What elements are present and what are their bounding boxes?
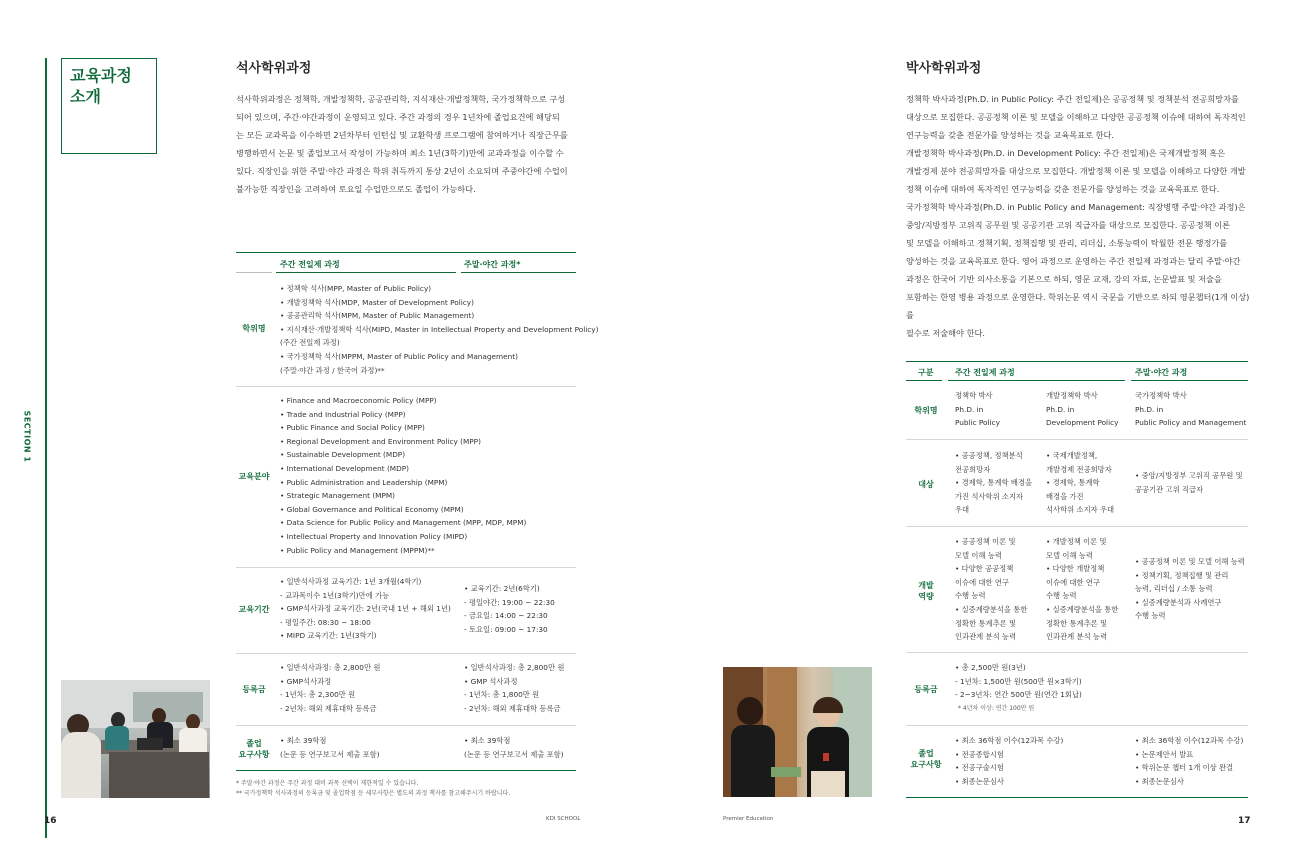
grad-item: • 전공종합시험: [955, 749, 1004, 759]
grad-day: [280, 734, 380, 761]
row-label-tuition: 등록금: [242, 685, 266, 694]
field-item: • International Development (MDP): [280, 463, 409, 473]
intro-line: 필수로 저술해야 한다.: [906, 328, 985, 338]
target-item: 가진 석사학위 소지자: [955, 491, 1024, 501]
degree-item: • 개발정책학 석사(MDP, Master of Development Policy): [280, 297, 474, 307]
tuition-list: [955, 661, 1082, 702]
doctoral-heading: 박사학위과정: [906, 61, 982, 76]
row-divider: [906, 439, 1248, 440]
row-label-field: 교육분야: [238, 472, 270, 481]
period-item: • 일반석사과정 교육기간: 1년 3개월(4학기): [280, 577, 422, 586]
target-item: 개발경제 전공희망자: [1046, 464, 1112, 474]
degree-line: 정책학 박사: [955, 391, 993, 400]
section-accent-line: [45, 58, 47, 838]
degree-line: Ph.D. in: [1135, 404, 1164, 414]
col-header-day: 주간 전일제 과정: [955, 368, 1015, 377]
row-label-degree: 학위명: [914, 406, 938, 415]
field-item: • Sustainable Development (MDP): [280, 450, 406, 460]
row-divider: [236, 567, 576, 568]
row-label-grad: [236, 738, 272, 760]
competency-item: 모델 이해 능력: [1046, 550, 1093, 560]
target-item: • 경제학, 통계학: [1046, 478, 1100, 488]
row-divider: [236, 653, 576, 654]
competency-item: 수행 능력: [955, 591, 986, 601]
row-label-competency: [906, 580, 946, 602]
field-item: • Data Science for Public Policy and Management (MPP, MDP, MPM): [280, 518, 527, 528]
tuition-item: • 일반석사과정: 총 2,800만 원: [280, 663, 381, 672]
degree-policy-management: [1135, 389, 1246, 430]
target-item: • 경제학, 통계학 배경을: [955, 478, 1033, 488]
section-label: [21, 408, 43, 470]
grad-item: • 최소 39학점: [464, 736, 511, 745]
period-item: - 평일야간: 19:00 ~ 22:30: [464, 597, 555, 607]
header-rule-3: [1131, 380, 1248, 381]
col-header-night: 주말·야간 과정: [1135, 368, 1188, 377]
competency-item: • 공공정책 이론 및 모델 이해 능력: [1135, 557, 1245, 566]
degree-item: (주간 전일제 과정): [280, 338, 340, 348]
degree-line: Ph.D. in: [955, 404, 984, 414]
tuition-item: - 2년차: 해외 제휴대학 등록금: [464, 703, 561, 713]
target-development-policy: [1046, 449, 1114, 517]
field-item: • Trade and Industrial Policy (MPP): [280, 409, 406, 419]
intro-line: 불가능한 직장인을 고려하여 토요일 수업만으로도 졸업이 가능하다.: [236, 184, 476, 194]
grad-item: • 학위논문 챕터 1개 이상 완결: [1135, 763, 1234, 773]
footnotes: [236, 779, 510, 799]
degree-list: [280, 282, 598, 377]
period-item: • MIPD 교육기간: 1년(3학기): [280, 631, 377, 641]
target-item: • 국제개발정책,: [1046, 451, 1098, 460]
intro-line: 정책 이슈에 대하여 독자적인 연구능력을 갖춘 전문가를 양성하는 것을 교육목표로 한다.: [906, 184, 1220, 194]
target-policy-management: [1135, 469, 1243, 496]
degree-item: (주말·야간 과정 / 한국어 과정)**: [280, 365, 385, 375]
page-number-left: 16: [44, 816, 57, 826]
field-item: • Public Policy and Management (MPPM)**: [280, 545, 435, 555]
competency-public-policy: [955, 535, 1027, 644]
competency-item: • 개발정책 이론 및: [1046, 537, 1107, 546]
intro-line: 양성하는 것을 교육목표로 한다. 영어 과정으로 운영하는 주간 전일제 과정과는 달리 주말·야간: [906, 256, 1241, 266]
row-divider: [236, 386, 576, 387]
competency-item: • 실증계량분석을 통한: [1046, 604, 1119, 614]
tuition-item: • 일반석사과정: 총 2,800만 원: [464, 663, 565, 672]
period-item: - 금요일: 14:00 ~ 22:30: [464, 611, 548, 621]
degree-line: Public Policy and Management: [1135, 418, 1247, 428]
field-item: • Intellectual Property and Innovation Policy (MIPD): [280, 531, 468, 541]
row-divider: [906, 526, 1248, 527]
degree-line: 국가정책학 박사: [1135, 391, 1187, 400]
col-header-category: 구분: [918, 368, 934, 377]
grad-label-1: 졸업: [246, 739, 262, 748]
comp-label-2: 역량: [918, 592, 934, 601]
target-item: 배경을 가진: [1046, 491, 1084, 501]
competency-item: 정확한 통계추론 및: [955, 618, 1017, 628]
chapter-title-box: [61, 58, 157, 154]
competency-item: • 공공정책 이론 및: [955, 537, 1016, 546]
grad-item: (논문 등 연구보고서 제출 포함): [280, 749, 380, 759]
period-item: - 토요일: 09:00 ~ 17:30: [464, 624, 548, 634]
intro-line: 개발경제 분야 전공희망자를 대상으로 모집한다. 개발정책 이론 및 모델을 이해하고 다양한 개발: [906, 166, 1246, 176]
header-rule-1: [236, 272, 272, 273]
competency-item: 인과관계 분석 능력: [955, 632, 1017, 642]
row-label-degree: 학위명: [242, 324, 266, 333]
row-divider: [906, 652, 1248, 653]
row-label-tuition: 등록금: [914, 685, 938, 694]
degree-item: • 지식재산·개발정책학 석사(MIPD, Master in Intellectual Property and Development Policy): [280, 324, 599, 334]
row-label-grad: [906, 748, 946, 770]
field-item: • Public Finance and Social Policy (MPP): [280, 423, 425, 433]
field-item: • Finance and Macroeconomic Policy (MPP): [280, 396, 437, 405]
intro-line: 과정은 한국어 기반 의사소통을 기본으로 하되, 영문 교재, 강의 자료, 논문발표 및 저술을: [906, 274, 1222, 284]
intro-line: 연구능력을 갖춘 전문가를 양성하는 것을 교육목표로 한다.: [906, 130, 1115, 140]
intro-line: 대상으로 모집한다. 공공정책 이론 및 모델을 이해하고 다양한 공공정책 이슈에 대하여 독자적인: [906, 112, 1246, 122]
target-item: 공공기관 고위 직급자: [1135, 484, 1204, 494]
footnote-line: ** 국가정책학 석사과정의 등록금 및 졸업학점 등 세부사항은 별도의 과정 책자를 참고해주시기 바랍니다.: [236, 790, 511, 797]
header-rule-1: [906, 380, 942, 381]
row-label-target: 대상: [918, 480, 934, 489]
intro-line: 포함하는 한영 병용 과정으로 운영한다. 학위논문 역시 국문을 기반으로 하되 영문챕터(1개 이상)를: [906, 292, 1250, 320]
competency-item: • 실증계량분석을 통한: [955, 604, 1028, 614]
table-bottom-rule: [236, 770, 576, 771]
hallway-photo: [723, 667, 872, 797]
col-header-day: 주간 전일제 과정: [280, 260, 340, 269]
degree-public-policy: [955, 389, 1000, 430]
header-rule-3: [461, 272, 576, 273]
tuition-item: - 1년차: 총 2,300만 원: [280, 690, 356, 700]
header-rule-2: [948, 380, 1125, 381]
row-divider: [906, 725, 1248, 726]
target-item: 우대: [955, 505, 970, 515]
intro-line: 병행하면서 논문 및 졸업보고서 작성이 가능하며 최소 1년(3학기)만에 교과과정을 이수할 수: [236, 148, 564, 158]
degree-line: Development Policy: [1046, 418, 1119, 428]
chapter-title-line2: 소개: [70, 87, 101, 106]
competency-item: • 정책기획, 정책집행 및 관리: [1135, 570, 1229, 580]
competency-item: 정확한 통계추론 및: [1046, 618, 1108, 628]
doctoral-intro: [906, 90, 1256, 342]
competency-policy-management: [1135, 555, 1245, 623]
intro-line: 석사학위과정은 정책학, 개발정책학, 공공관리학, 지식재산·개발정책학, 국가정책학으로 구성: [236, 94, 566, 104]
competency-development-policy: [1046, 535, 1118, 644]
grad-item: • 최종논문심사: [1135, 776, 1184, 786]
footnote-line: * 주말·야간 과정은 주간 과정 대비 과목 선택이 제한적일 수 있습니다.: [236, 780, 419, 787]
tuition-item: • GMP 석사과정: [464, 676, 518, 686]
degree-line: Public Policy: [955, 418, 1000, 428]
period-item: • 교육기간: 2년(6학기): [464, 584, 540, 593]
period-item: - 평일주간: 08:30 ~ 18:00: [280, 617, 371, 627]
grad-label-1: 졸업: [918, 749, 934, 758]
degree-development-policy: [1046, 389, 1118, 430]
grad-item: • 최소 36학점 이수(12과목 수강): [955, 736, 1064, 745]
field-item: • Strategic Management (MPM): [280, 491, 396, 501]
competency-item: 인과관계 분석 능력: [1046, 632, 1108, 642]
row-divider: [236, 725, 576, 726]
tuition-item: - 1년차: 1,500만 원(500만 원×3학기): [955, 676, 1082, 686]
comp-label-1: 개발: [918, 581, 934, 590]
grad-item: (논문 등 연구보고서 제출 포함): [464, 749, 564, 759]
grad-label-2: 요구사항: [910, 760, 942, 769]
target-item: • 중앙/지방정부 고위직 공무원 및: [1135, 471, 1243, 480]
degree-line: Ph.D. in: [1046, 404, 1075, 414]
grad-item: • 전공구술시험: [955, 763, 1004, 773]
period-item: • GMP석사과정 교육기간: 2년(국내 1년 + 해외 1년): [280, 604, 451, 614]
target-item: • 공공정책, 정책분석: [955, 451, 1023, 460]
grad-item: • 최소 36학점 이수(12과목 수강): [1135, 736, 1244, 745]
grad-label-2: 요구사항: [238, 750, 270, 759]
tuition-day: [280, 661, 380, 715]
grad-night: [1135, 734, 1243, 788]
tuition-item: - 2~3년차: 연간 500만 원(연간 1회납): [955, 690, 1082, 700]
competency-item: • 다양한 개발정책: [1046, 564, 1105, 574]
intro-line: 있다. 직장인을 위한 주말·야간 과정은 학위 취득까지 통상 2년이 소요되며 주중야간에 수업이: [236, 166, 568, 176]
tuition-note: * 4년차 이상: 연간 100만 원: [958, 705, 1035, 712]
target-public-policy: [955, 449, 1032, 517]
competency-item: 능력, 리더십 / 소통 능력: [1135, 584, 1213, 594]
row-label-period: 교육기간: [238, 605, 270, 614]
competency-item: • 다양한 공공정책: [955, 564, 1014, 574]
grad-item: • 논문제안서 발표: [1135, 749, 1194, 759]
tuition-night: [464, 661, 564, 715]
tuition-item: - 1년차: 총 1,800만 원: [464, 690, 540, 700]
grad-night: [464, 734, 564, 761]
footer-left: KDI SCHOOL: [546, 816, 581, 822]
grad-day: [955, 734, 1063, 788]
intro-line: 및 모델을 이해하고 정책기획, 정책집행 및 관리, 리더십, 소통능력이 탁월한 전문 행정가를: [906, 238, 1228, 248]
footer-right: Premier Education: [723, 816, 774, 822]
tuition-item: • 총 2,500만 원(3년): [955, 663, 1026, 672]
table-bottom-rule: [906, 797, 1248, 798]
period-item: - 교과목이수 1년(3학기)만에 가능: [280, 590, 390, 600]
grad-item: • 최종논문심사: [955, 776, 1004, 786]
field-item: • Global Governance and Political Economy (MPM): [280, 504, 464, 514]
students-photo: [61, 680, 210, 798]
competency-item: 수행 능력: [1135, 611, 1166, 621]
degree-item: • 공공관리학 석사(MPM, Master of Public Management): [280, 311, 475, 321]
competency-item: 모델 이해 능력: [955, 550, 1002, 560]
intro-line: 개발정책학 박사과정(Ph.D. in Development Policy: 주간 전일제)은 국제개발정책 혹은: [906, 148, 1226, 158]
page-number-right: 17: [1238, 816, 1251, 826]
target-item: 석사학위 소지자 우대: [1046, 505, 1115, 515]
period-night: [464, 582, 555, 636]
field-list: [280, 394, 526, 557]
masters-heading: 석사학위과정: [236, 61, 312, 76]
header-rule-2: [276, 272, 456, 273]
field-item: • Regional Development and Environment Policy (MPP): [280, 436, 481, 446]
competency-item: 이슈에 대한 연구: [1046, 577, 1100, 587]
competency-item: 수행 능력: [1046, 591, 1077, 601]
intro-line: 는 모든 교과목을 이수하면 2년차부터 인턴십 및 교환학생 프로그램에 참여하거나 직장근무를: [236, 130, 568, 140]
table-top-rule: [906, 361, 1248, 362]
intro-line: 중앙/지방정부 고위직 공무원 및 공공기관 고위 직급자를 대상으로 모집한다. 공공정책 이론: [906, 220, 1231, 230]
intro-line: 정책학 박사과정(Ph.D. in Public Policy: 주간 전일제)은 공공정책 및 정책분석 전공희망자를: [906, 94, 1239, 104]
intro-line: 국가정책학 박사과정(Ph.D. in Public Policy and Management: 직장병행 주말·야간 과정)은: [906, 202, 1246, 212]
degree-item: • 국가정책학 석사(MPPM, Master of Public Policy and Management): [280, 351, 518, 361]
tuition-item: • GMP석사과정: [280, 676, 332, 686]
chapter-title-line1: 교육과정: [70, 66, 132, 85]
section-label-text: SECTION 1: [22, 410, 32, 463]
degree-item: • 정책학 석사(MPP, Master of Public Policy): [280, 284, 432, 293]
field-item: • Public Administration and Leadership (MPM): [280, 477, 448, 487]
target-item: 전공희망자: [955, 464, 991, 474]
tuition-item: - 2년차: 해외 제휴대학 등록금: [280, 703, 377, 713]
grad-item: • 최소 39학점: [280, 736, 327, 745]
masters-intro: [236, 90, 581, 198]
col-header-night: 주말·야간 과정*: [464, 260, 521, 269]
competency-item: 이슈에 대한 연구: [955, 577, 1009, 587]
table-top-rule: [236, 252, 576, 253]
period-day: [280, 575, 451, 643]
degree-line: 개발정책학 박사: [1046, 391, 1098, 400]
intro-line: 되어 있으며, 주간·야간과정이 운영되고 있다. 주간 과정의 경우 1년차에 졸업요건에 해당되: [236, 112, 560, 122]
competency-item: • 실증계량분석과 사례연구: [1135, 597, 1222, 607]
